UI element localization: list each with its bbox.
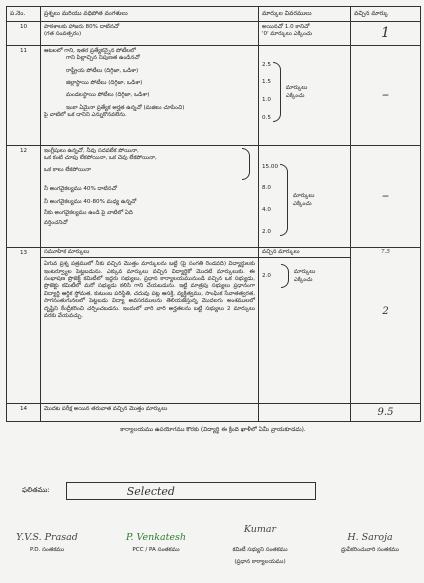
row-details xyxy=(259,403,351,421)
signature-role: PCC / PA సంతకము xyxy=(132,547,180,553)
row-details xyxy=(259,45,351,145)
signature-role: ధ్రువీకరించువారి సంతకము xyxy=(341,547,399,553)
row-description xyxy=(41,21,259,45)
description-line: (గత సంవత్సరం) xyxy=(44,31,82,38)
row-mark: – xyxy=(351,45,421,145)
row-details xyxy=(259,145,351,247)
details-line: '0' మార్కులు ఎక్కించు xyxy=(262,31,313,38)
details-label: మార్కులు xyxy=(293,268,316,275)
marks-value: 8.0 xyxy=(262,185,271,192)
row-sno: 13 xyxy=(7,247,41,403)
marks-value: 2.5 xyxy=(262,61,271,68)
row-mark-cell xyxy=(351,247,421,403)
row-title: సమూహిక మార్కులు xyxy=(41,248,258,258)
description-line: గాని పిల్లాచ్చిన నిపుణత ఉండినచో xyxy=(66,55,140,62)
signature-image: Y.V.S. Prasad xyxy=(16,532,78,543)
brace-icon xyxy=(273,62,281,122)
evaluation-sheet xyxy=(6,6,420,434)
marks-value: 1.5 xyxy=(262,79,271,86)
signature-image: P. Venkatesh xyxy=(125,532,187,543)
brace-icon xyxy=(242,148,250,180)
row-mark: 1 xyxy=(351,21,421,45)
row-description xyxy=(41,403,259,421)
description-line: మండలస్థాయి పోటీలు (దిగ్గిజా, ఒడిశా) xyxy=(66,92,150,99)
description-line: ఒక కంటి చూపు లేకపోయినా, ఒక చెవు లేకపోయినా, xyxy=(44,155,157,162)
header-details: మార్కుల వివరములు xyxy=(259,7,351,22)
office-use-note: కార్యాలయము ఉపయోగము కొరకు (విద్యార్థి ఈ క్రింది ఖాళీలో ఏమీ వ్రాయకూడదు). xyxy=(120,427,306,434)
header-question: ప్రశ్నలు మరియు వధిపోత వంగళులు xyxy=(41,7,259,22)
marks-value: 4.0 xyxy=(262,206,271,213)
result-section xyxy=(22,482,316,500)
description-line: నీ అంగవైకల్యము 40-80% మధ్య ఉన్నచో xyxy=(44,199,137,206)
details-label: ఎక్కించు xyxy=(285,92,305,99)
signature-image: Kumar xyxy=(243,524,277,535)
table-row xyxy=(7,247,421,403)
result-label: ఫలితము: xyxy=(22,486,50,494)
signature-verifier xyxy=(320,530,420,554)
description-line: జిల్లాస్థాయి పోటీలు (దిగ్గిజా, ఒడిశా) xyxy=(66,80,143,87)
description-line: పాఠశాలకు హాజరు 80% దాటినచో xyxy=(44,23,120,30)
signature-role: కమిటీ సభ్యుని సంతకము xyxy=(232,547,288,553)
description-line: నీ అంగవైకల్యము 40% దాటినచో xyxy=(44,185,117,192)
description-line: ఇంకా ఏమైనా ప్రత్యేక అర్హత ఉన్నచో (మజిలు చూపించి) xyxy=(66,104,185,111)
description-line: ఒక కాలు లేకపోయినా xyxy=(44,166,91,173)
details-label: ఎక్కించు xyxy=(293,200,312,207)
row-details xyxy=(259,21,351,45)
description-line: వర్తించనిచో xyxy=(44,220,68,227)
details-label: మార్కులు xyxy=(293,192,315,199)
row-mark: 2 xyxy=(382,306,389,318)
marks-value: 2.0 xyxy=(262,228,271,235)
description-paragraph: ఏగువ ప్రశ్న పత్రములో నీకు వచ్చిన మొత్తం మార్కులను బట్టి (పై సంగతి రెండవది) విద్యార్థులకు ఇంటర్వ్యూల పెట్టబడును. ఎక్కువ మార్కులు వచ్చిన విద్యార్థికో మొదటి మార్కులుకు. ఈ సంభాషణ ప్రొజెక్ట్ కమిటీలో ఇద్దరు సభ్యులు, ప్రధాన కార్యాలయమునుండి వచ్చిన ఒక సభ్యుడు, ప్రొజెక్టు కమిటీలో మరో సభ్యుడు కలిసి గాని చేయబడును. ఇట్టి మాత్రపు సభ్యులు ప్రధానంగా విద్యార్థి ఆర్థిక స్థోమత, కుటుంబ పరిస్థితి, చదువు పట్ల ఆసక్తి, వ్యక్తిత్వము, సాంఘిక సేవాతత్వరత, సాగనంతుగునలలో పెట్టబడు విద్యా అవసరములను తెలియజేస్తున్న మొదలగు అంశములలో దృష్టిని కేంద్రీకరించి చర్చించబడను. ఇందులో వారి వారి అర్హతలను బట్టి సభ్యులు 2 మార్కులు వరకు వేయవచ్చు. xyxy=(44,261,255,319)
row-sno: 11 xyxy=(7,45,41,145)
result-field xyxy=(66,482,316,500)
description-line: మొదట పరీక్ష అయిన తరువాత వచ్చిన మొత్తం మార్కులు xyxy=(44,405,168,412)
header-sno: ప.నెం. xyxy=(7,7,41,22)
description-line: పై వాటిలో ఒక దానిని ఎన్నుకొనవలెను. xyxy=(44,112,127,119)
brace-icon xyxy=(281,264,289,288)
signature-subrole: (ప్రధాన కార్యాలయము) xyxy=(234,559,286,565)
details-line: అయినచో 1.0 కానిచో xyxy=(262,23,310,30)
marks-table xyxy=(6,6,421,422)
table-row xyxy=(7,403,421,421)
row-description xyxy=(41,45,259,145)
row-mark: 9.5 xyxy=(351,403,421,421)
row-description xyxy=(41,247,259,403)
row-sno: 12 xyxy=(7,145,41,247)
details-subheader: వచ్చిన మార్కులు xyxy=(259,248,350,258)
description-line: ఆటలలో గాని, ఇతర ప్రత్యేకన్నైన పోటీలలో xyxy=(44,47,136,54)
row-mark: – xyxy=(351,145,421,247)
row-sno: 10 xyxy=(7,21,41,45)
signature-image: H. Saroja xyxy=(347,532,393,543)
signature-role: P.D. సంతకము xyxy=(29,547,65,553)
row-sno: 14 xyxy=(7,403,41,421)
row-mark-subtotal: 7.5 xyxy=(381,248,390,255)
details-label: మార్కులు xyxy=(285,84,308,91)
table-row xyxy=(7,45,421,145)
table-header-row xyxy=(7,7,421,22)
marks-value: 15.00 xyxy=(262,163,279,170)
header-marks: వచ్చిన మార్కు xyxy=(351,7,421,22)
table-row xyxy=(7,21,421,45)
signature-committee xyxy=(212,522,308,566)
result-value: Selected xyxy=(126,484,175,498)
marks-value: 2.0 xyxy=(262,272,271,279)
table-row xyxy=(7,145,421,247)
signature-pcc xyxy=(104,530,208,554)
description-line: ఇంగ్లీషులు ఉన్నచో, నీవు సదవలేక పోయినా, xyxy=(44,147,139,154)
description-line: నీకు అంగవైకల్యము ఉండి పై వాటిలో ఏది xyxy=(44,209,133,216)
marks-value: 1.0 xyxy=(262,96,271,103)
marks-value: 0.5 xyxy=(262,114,271,121)
details-label: ఎక్కించు xyxy=(293,277,313,284)
row-description xyxy=(41,145,259,247)
description-line: రాష్ట్రీయ పోటీలు (దిగ్గిజా, ఒడిశా) xyxy=(66,67,139,74)
row-details xyxy=(259,247,351,403)
brace-icon xyxy=(280,164,288,236)
signature-pd xyxy=(8,530,86,554)
